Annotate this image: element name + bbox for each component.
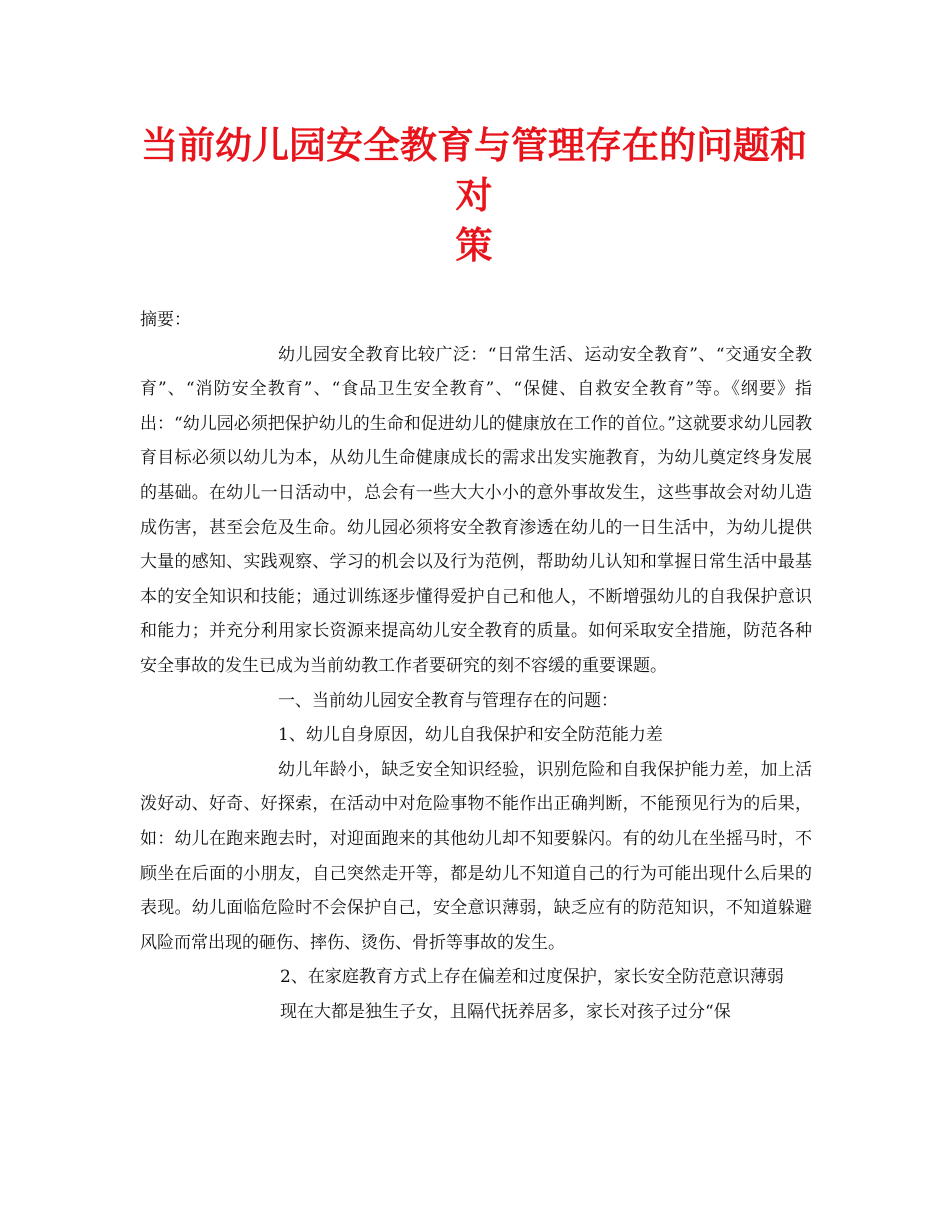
- section-heading-1: 一、当前幼儿园安全教育与管理存在的问题：: [278, 690, 618, 711]
- title-line-2: 策: [455, 223, 493, 267]
- subsection-heading-2: 2、在家庭教育方式上存在偏差和过度保护，家长安全防范意识薄弱: [280, 967, 784, 988]
- document-page: [140, 120, 812, 1029]
- body-paragraph-1: 幼儿年龄小，缺乏安全知识经验，识别危险和自我保护能力差，加上活泼好动、好奇、好探索，在活动中对危险事物不能作出正确判断，不能预见行为的后果，如：幼儿在跑来跑去时，对迎面跑来的其他幼儿却不知要躲闪。有的幼儿在坐摇马时，不顾坐在后面的小朋友，自己突然走开等，都是幼儿不知道自己的行为可能出现什么后果的表现。幼儿面临危险时不会保护自己，安全意识薄弱，缺乏应有的防范知识，不知道躲避风险而常出现的砸伤、摔伤、烫伤、骨折等事故的发生。: [140, 759, 812, 953]
- subsection-heading-1: 1、幼儿自身原因，幼儿自我保护和安全防范能力差: [278, 725, 663, 746]
- document-body: [140, 303, 812, 1029]
- abstract-paragraph: 幼儿园安全教育比较广泛：“日常生活、运动安全教育”、“交通安全教育”、“消防安全教育”、“食品卫生安全教育”、“保健、自救安全教育”等。《纲要》指出：“幼儿园必须把保护幼儿的生命和促进幼儿的健康放在工作的首位。”这就要求幼儿园教育目标必须以幼儿为本，从幼儿生命健康成长的需求出发实施教育，为幼儿奠定终身发展的基础。在幼儿一日活动中，总会有一些大大小小的意外事故发生，这些事故会对幼儿造成伤害，甚至会危及生命。幼儿园必须将安全教育渗透在幼儿的一日生活中，为幼儿提供大量的感知、实践观察、学习的机会以及行为范例，帮助幼儿认知和掌握日常生活中最基本的安全知识和技能；通过训练逐步懂得爱护自己和他人，不断增强幼儿的自我保护意识和能力；并充分利用家长资源来提高幼儿安全教育的质量。如何采取安全措施，防范各种安全事故的发生已成为当前幼教工作者要研究的刻不容缓的重要课题。: [140, 344, 812, 676]
- abstract-label: 摘要：: [140, 310, 191, 330]
- document-title: [124, 120, 824, 270]
- title-line-1: 当前幼儿园安全教育与管理存在的问题和对: [141, 123, 807, 217]
- body-paragraph-2: 现在大都是独生子女，且隔代抚养居多，家长对孩子过分“保: [280, 1001, 731, 1022]
